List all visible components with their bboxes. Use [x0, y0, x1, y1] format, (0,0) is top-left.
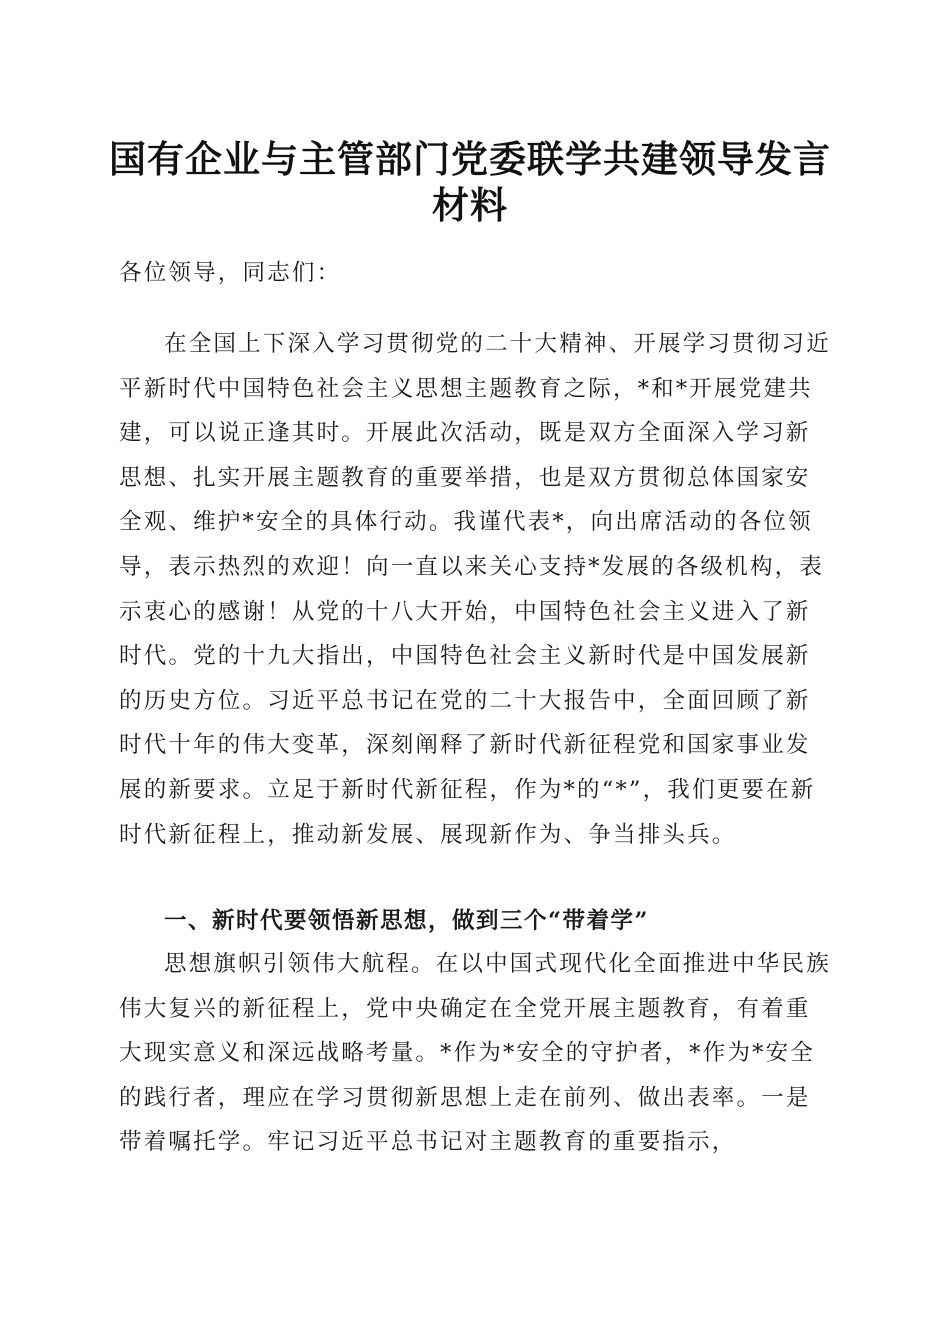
document-title: 国有企业与主管部门党委联学共建领导发言材料	[109, 137, 831, 227]
salutation: 各位领导，同志们：	[119, 260, 342, 286]
paragraph-section-1: 思想旗帜引领伟大航程。在以中国式现代化全面推进中华民族伟大复兴的新征程上，党中央确定在全党开展主题教育，有着重大现实意义和深远战略考量。*作为*安全的守护者，*作为*安全的践行者，理应在学习贯彻新思想上走在前列、做出表率。一是带着嘱托学。牢记习近平总书记对主题教育的重要指示，	[119, 951, 831, 1156]
section-heading-1: 一、新时代要领悟新思想，做到三个“带着学”	[164, 908, 649, 934]
paragraph-opening: 在全国上下深入学习贯彻党的二十大精神、开展学习贯彻习近平新时代中国特色社会主义思想主题教育之际，*和*开展党建共建，可以说正逢其时。开展此次活动，既是双方全面深入学习新思想、扎实开展主题教育的重要举措，也是双方贯彻总体国家安全观、维护*安全的具体行动。我谨代表*，向出席活动的各位领导，表示热烈的欢迎！向一直以来关心支持*发展的各级机构，表示衷心的感谢！从党的十八大开始，中国特色社会主义进入了新时代。党的十九大指出，中国特色社会主义新时代是中国发展新的历史方位。习近平总书记在党的二十大报告中，全面回顾了新时代十年的伟大变革，深刻阐释了新时代新征程党和国家事业发展的新要求。立足于新时代新征程，作为*的“*”，我们更要在新时代新征程上，推动新发展、展现新作为、争当排头兵。	[119, 331, 831, 848]
